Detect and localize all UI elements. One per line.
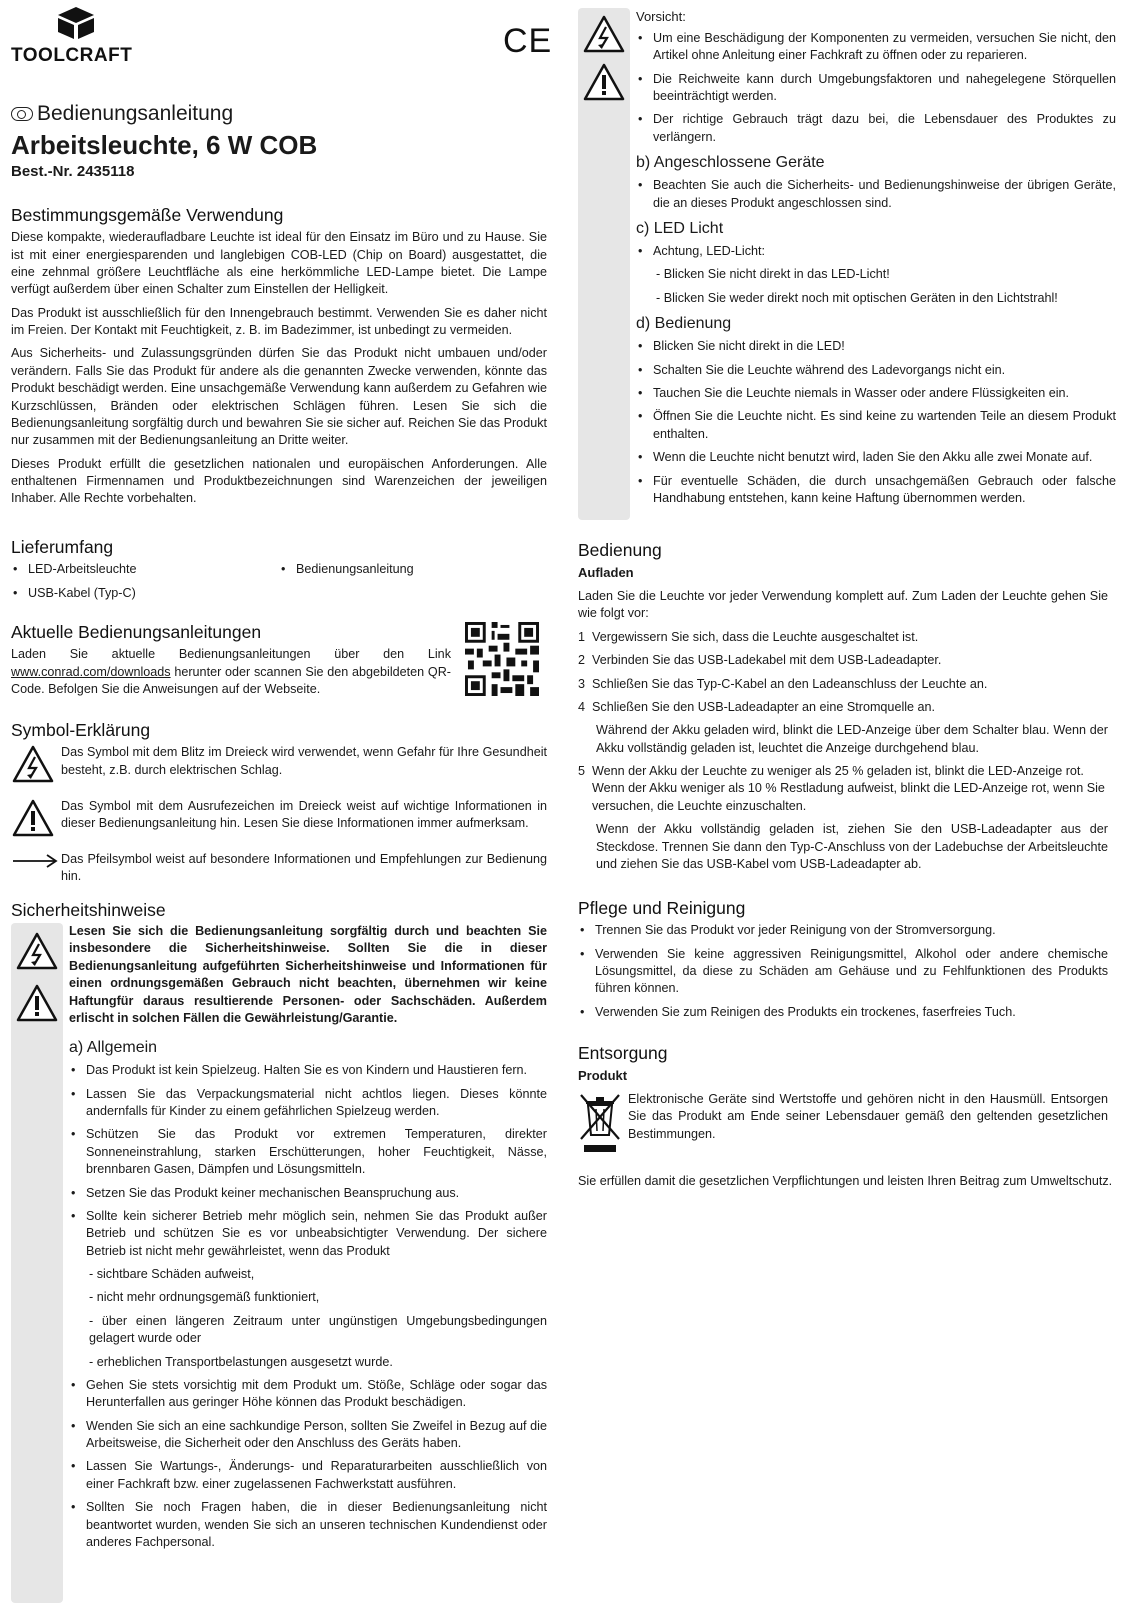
list-item: • Sollten Sie noch Fragen haben, die in dieser Bedienungsanleitung nicht beantwortet wurden, wenden Sie sich an unseren technischen Kundendienst oder anderes Fachpersonal. [69, 1499, 547, 1551]
qr-code-icon [465, 622, 539, 696]
symbol-desc: Das Pfeilsymbol weist auf besondere Informationen und Empfehlungen zur Bedienung hin. [61, 851, 547, 884]
step-item: 3 Schließen Sie das Typ-C-Kabel an den Ladeanschluss der Leuchte an. [578, 676, 988, 691]
list-item: • Trennen Sie das Produkt vor jeder Reinigung von der Stromversorgung. [578, 922, 1108, 939]
brand-logo [11, 6, 151, 69]
safety-intro: Lesen Sie sich die Bedienungsanleitung sorgfältig durch und beachten Sie insbesondere die Sicherheitshinweise. Sollten Sie die in dieser Bedienungsanleitung aufgeführten Sicherheitshinweise und Informationen für einen ordnungsgemäßen Gebrauch nicht beachten, übernehmen wir keine Haftungfür daraus resultierende Personen- oder Sachschäden. Außerdem erlischt in solchen Fällen die Gewährleistung/Garantie. [69, 924, 547, 1025]
list-item: • Achtung, LED-Licht: [636, 243, 1116, 260]
right-column [578, 0, 1118, 1607]
symbol-row-arrow [11, 851, 547, 886]
sub-item: - Blicken Sie weder direkt noch mit optischen Geräten in den Lichtstrahl! [656, 290, 1058, 305]
sub-item: - Blicken Sie nicht direkt in das LED-Licht! [656, 267, 890, 282]
manual-label-text: Bedienungsanleitung [37, 102, 234, 125]
list-item: • LED-Arbeitsleuchte [11, 561, 279, 578]
disposal-text: Elektronische Geräte sind Wertstoffe und gehören nicht in den Hausmüll. Entsorgen Sie das Produkt am Ende seiner Lebensdauer gemäß den geltenden gesetzlichen Bestimmungen. [628, 1092, 1108, 1141]
safety-section [11, 898, 547, 924]
section-title: Bestimmungsgemäße Verwendung [11, 205, 284, 225]
section-title: Aktuelle Bedienungsanleitungen [11, 622, 262, 642]
list-item: • Tauchen Sie die Leuchte niemals in Wasser oder andere Flüssigkeiten ein. [636, 385, 1116, 402]
section-title: Sicherheitshinweise [11, 900, 166, 920]
section-title: Pflege und Reinigung [578, 898, 746, 918]
section-title: Entsorgung [578, 1043, 668, 1063]
toolcraft-logo-icon [56, 6, 96, 40]
list-item: • Die Reichweite kann durch Umgebungsfaktoren und nahegelegene Störquellen beeinträchtigt werden. [636, 71, 1116, 106]
list-item: • Schützen Sie das Produkt vor extremen Temperaturen, direkter Sonneneinstrahlung, starken Erschütterungen, hoher Feuchtigkeit, Nässe, brennbaren Gasen, Dämpfen und Lösungsmitteln. [69, 1126, 547, 1178]
list-item: • Für eventuelle Schäden, die durch unsachgemäßen Gebrauch oder falsche Handhabung entstehen, kann keine Haftung übernommen werden. [636, 473, 1116, 508]
list-item: • Das Produkt ist kein Spielzeug. Halten Sie es von Kindern und Haustieren fern. [69, 1062, 547, 1079]
manuals-section [11, 620, 547, 704]
safety-sidebar [11, 923, 63, 1603]
step-note: Während der Akku geladen wird, blinkt die LED-Anzeige über dem Schalter blau. Wenn der Akku vollständig geladen ist, leuchtet die Anzeige durchgehend blau. [596, 723, 1108, 755]
exclamation-warning-icon [15, 983, 59, 1023]
list-item: • Gehen Sie stets vorsichtig mit dem Produkt um. Stöße, Schläge oder sogar das Herunterfallen aus geringer Höhe können das Produkt beschädigen. [69, 1377, 547, 1412]
arrow-right-icon [11, 851, 59, 871]
section-title: Bedienung [578, 540, 662, 560]
order-number: Best.-Nr. 2435118 [11, 163, 135, 180]
sub-item: - erheblichen Transportbelastungen ausgesetzt wurde. [89, 1354, 393, 1369]
list-item: • Öffnen Sie die Leuchte nicht. Es sind keine zu wartenden Teile an diesem Produkt enthalten. [636, 408, 1116, 443]
subsection-title: c) LED Licht [636, 220, 724, 238]
list-item: • Sollte kein sicherer Betrieb mehr möglich sein, nehmen Sie das Produkt außer Betrieb und schützen Sie es vor unbeabsichtigter Verwendung. Der sichere Betrieb ist nicht mehr gewährleistet, wenn das Produkt [69, 1208, 547, 1260]
sub-item: - nicht mehr ordnungsgemäß funktioniert, [89, 1290, 320, 1305]
paragraph: Dieses Produkt erfüllt die gesetzlichen nationalen und europäischen Anforderungen. Alle enthaltenen Firmennamen und Produktbezeichnungen sind Warenzeichen der jeweiligen Inhaber. Alle Rechte vorbehalten. [11, 456, 547, 506]
subsection-title: d) Bedienung [636, 315, 732, 333]
safety-sidebar-continued [578, 8, 630, 520]
list-item: • Der richtige Gebrauch trägt dazu bei, die Lebensdauer des Produktes zu verlängern. [636, 111, 1116, 146]
step-item: 2 Verbinden Sie das USB-Ladekabel mit dem USB-Ladeadapter. [578, 653, 942, 668]
symbol-row-lightning [11, 744, 547, 789]
care-section [578, 896, 1108, 1027]
paragraph: Diese kompakte, wiederaufladbare Leuchte ist ideal für den Einsatz im Büro und zu Hause. Sie ist mit einer energiesparenden und langlebigen COB-LED (Chip on Board) ausgestattet, die eine zehnmal größere Leuchtfläche als eine herkömmliche LED-Lampe bietet. Die Lampe verfügt außerdem über einen Schalter zum Einstellen der Helligkeit. [11, 230, 547, 297]
symbol-desc: Das Symbol mit dem Blitz im Dreieck wird verwendet, wenn Gefahr für Ihre Gesundheit besteht, z.B. durch elektrischen Schlag. [61, 745, 547, 777]
list-item: • Schalten Sie die Leuchte während des Ladevorgangs nicht ein. [636, 362, 1116, 379]
charging-steps [578, 629, 1108, 717]
list-item: • Um eine Beschädigung der Komponenten zu vermeiden, versuchen Sie nicht, den Artikel ohne Anleitung einer Fachkraft zu öffnen oder zu reparieren. [636, 30, 1116, 65]
safety-content-continued [636, 8, 1116, 513]
disposal-section [578, 1041, 1113, 1196]
usage-intro: Laden Sie die Leuchte vor jeder Verwendung komplett auf. Zum Laden der Leuchte gehen Sie wie folgt vor: [578, 589, 1108, 621]
disposal-closing: Sie erfüllen damit die gesetzlichen Verpflichtungen und leisten Ihren Beitrag zum Umweltschutz. [578, 1174, 1113, 1189]
manual-label [11, 100, 233, 129]
lightning-warning-icon [582, 14, 626, 54]
list-item: • Blicken Sie nicht direkt in die LED! [636, 338, 1116, 355]
list-item: • Lassen Sie Wartungs-, Änderungs- und Reparaturarbeiten ausschließlich von einer Fachkraft bzw. einer zugelassenen Fachwerkstatt ausführen. [69, 1458, 547, 1493]
delivery-section [11, 535, 547, 608]
product-title: Arbeitsleuchte, 6 W COB [11, 130, 318, 160]
list-item: • Bedienungsanleitung [279, 561, 547, 578]
section-title: Symbol-Erklärung [11, 720, 151, 740]
usage-section [578, 538, 1108, 879]
left-column [11, 0, 553, 1607]
sub-item: - sichtbare Schäden aufweist, [89, 1267, 255, 1282]
paragraph: Das Produkt ist ausschließlich für den Innengebrauch bestimmt. Verwenden Sie es daher nicht im Freien. Der Kontakt mit Feuchtigkeit, z. B. im Badezimmer, ist unbedingt zu vermeiden. [11, 305, 547, 338]
lightning-warning-icon [15, 931, 59, 971]
exclamation-warning-icon [582, 62, 626, 102]
list-item: • Verwenden Sie keine aggressiven Reinigungsmittel, Alkohol oder andere chemische Lösungsmittel, da diese zu Schäden am Gehäuse und zu Fehlfunktionen des Produkts führen können. [578, 946, 1108, 998]
list-item: • Verwenden Sie zum Reinigen des Produkts ein trockenes, faserfreies Tuch. [578, 1004, 1108, 1021]
caution-title: Vorsicht: [636, 9, 686, 24]
ce-mark: CE [503, 22, 553, 60]
list-item: • USB-Kabel (Typ-C) [11, 585, 547, 602]
symbol-desc: Das Symbol mit dem Ausrufezeichen im Dreieck weist auf wichtige Informationen in dieser Bedienungsanleitung hin. Lesen Sie diese Informationen immer aufmerksam. [61, 798, 547, 830]
subsection-title: a) Allgemein [69, 1039, 158, 1057]
list-item: • Wenn die Leuchte nicht benutzt wird, laden Sie den Akku alle zwei Monate auf. [636, 449, 1116, 466]
exclamation-warning-icon [11, 798, 55, 838]
list-item: • Setzen Sie das Produkt keiner mechanischen Beanspruchung aus. [69, 1185, 547, 1202]
download-link[interactable]: www.conrad.com/downloads [11, 664, 171, 679]
subsection-title: Produkt [578, 1068, 628, 1084]
list-item: • Wenden Sie sich an eine sachkundige Person, sollten Sie Zweifel in Bezug auf die Arbeitsweise, die Sicherheit oder den Anschluss des Geräts haben. [69, 1418, 547, 1453]
sub-item: - über einen längeren Zeitraum unter ungünstigen Umgebungsbedingungen gelagert wurde oder [89, 1313, 547, 1346]
step-note: Wenn der Akku vollständig geladen ist, ziehen Sie den USB-Ladeadapter aus der Steckdose. Trennen Sie dann den Typ-C-Anschluss von der Ladebuchse der Arbeitsleuchte und ziehen Sie das USB-Kabel vom USB-Ladeadapter ab. [596, 822, 1108, 871]
subsection-title: b) Angeschlossene Geräte [636, 154, 825, 172]
step-item: 5 Wenn der Akku der Leuchte zu weniger als 25 % geladen ist, blinkt die LED-Anzeige rot. Wenn der Akku weniger als 10 % Restladung aufweist, blinkt die LED-Anzeige rot, wenn Sie versuchen, die Leuchte einzuschalten. [578, 764, 1105, 813]
step-item: 1 Vergewissern Sie sich, dass die Leuchte ausgeschaltet ist. [578, 629, 919, 644]
intended-use-section [11, 203, 547, 514]
paragraph: Aus Sicherheits- und Zulassungsgründen dürfen Sie das Produkt nicht umbauen und/oder verändern. Falls Sie das Produkt für andere als die genannten Zwecke verwenden, könnte das Produkt beschädigt werden. Eine unsachgemäße Verwendung kann außerdem zu Gefahren wie Kurzschlüssen, Bränden oder elektrischen Schlägen führen. Lesen Sie sich die Bedienungsanleitung sorgfältig durch und bewahren Sie sie sicher auf. Reichen Sie das Produkt nur zusammen mit der Bedienungsanleitung an Dritte weiter. [11, 346, 547, 448]
safety-content [69, 923, 547, 1557]
section-title: Lieferumfang [11, 537, 114, 557]
symbols-section [11, 718, 547, 894]
manuals-text: Laden Sie aktuelle Bedienungsanleitungen über den Link www.conrad.com/downloads herunter oder scannen Sie den abgebildeten QR-Code. Befolgen Sie die Anweisungen auf der Webseite. [11, 647, 451, 696]
weee-crossed-bin-icon [578, 1091, 622, 1155]
step-item: 4 Schließen Sie den USB-Ladeadapter an eine Stromquelle an. [578, 699, 936, 714]
list-item: • Beachten Sie auch die Sicherheits- und Bedienungshinweise der übrigen Geräte, die an dieses Produkt angeschlossen sind. [636, 177, 1116, 212]
list-item: • Lassen Sie das Verpackungsmaterial nicht achtlos liegen. Dieses könnte andernfalls für Kinder zu einem gefährlichen Spielzeug werden. [69, 1086, 547, 1121]
symbol-row-exclamation [11, 798, 547, 843]
subsection-title: Aufladen [578, 565, 634, 581]
lightning-warning-icon [11, 744, 55, 784]
brand-name: TOOLCRAFT [11, 45, 133, 66]
language-icon [11, 107, 33, 121]
